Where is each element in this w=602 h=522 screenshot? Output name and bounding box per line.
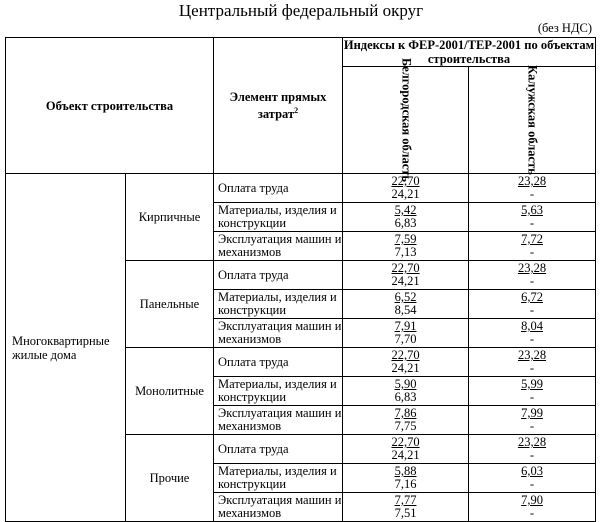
index-value-top: 7,99	[521, 406, 543, 420]
index-value-top: 6,03	[521, 464, 543, 478]
index-value-bottom: -	[529, 419, 535, 433]
region-belgorod-label: Белгородская область	[399, 57, 413, 183]
object-name-cell: Многоквартирные жилые дома	[6, 174, 126, 522]
value-belgorod-cell	[343, 348, 469, 377]
header-element-footnote: 2	[294, 105, 299, 115]
region-kaluga-label: Калужская область	[525, 65, 540, 175]
index-value-top: 7,91	[394, 319, 417, 333]
value-belgorod-cell	[343, 377, 469, 406]
index-value-bottom: 7,13	[394, 245, 417, 259]
index-value-bottom: -	[529, 506, 535, 520]
index-value-bottom: 24,21	[391, 187, 420, 201]
index-value-top: 23,28	[517, 435, 547, 449]
value-kaluga-cell	[469, 232, 596, 261]
element-cell: Материалы, изделия и конструкции	[214, 203, 343, 232]
index-value-bottom: -	[529, 390, 535, 404]
value-kaluga-cell	[469, 377, 596, 406]
element-cell: Оплата труда	[214, 348, 343, 377]
element-cell: Оплата труда	[214, 435, 343, 464]
index-value-bottom: 24,21	[391, 274, 420, 288]
header-element-label: Элемент прямых затрат	[229, 89, 327, 122]
value-kaluga-cell	[469, 203, 596, 232]
value-belgorod-cell	[343, 290, 469, 319]
index-value-bottom: 6,83	[394, 216, 417, 230]
index-value-top: 5,90	[394, 377, 417, 391]
header-row-1	[6, 38, 596, 67]
index-value-top: 7,59	[394, 232, 417, 246]
index-value-top: 22,70	[391, 348, 420, 362]
header-object	[6, 38, 214, 174]
index-value-bottom: -	[529, 216, 535, 230]
header-indices	[343, 38, 596, 67]
index-value-top: 7,77	[394, 493, 417, 507]
value-kaluga-cell	[469, 493, 596, 522]
value-kaluga-cell	[469, 435, 596, 464]
index-value-top: 23,28	[517, 261, 547, 275]
index-value-bottom: -	[529, 303, 535, 317]
value-kaluga-cell	[469, 261, 596, 290]
index-value-top: 23,28	[517, 348, 547, 362]
index-value-top: 6,72	[521, 290, 543, 304]
group-name-cell: Кирпичные	[126, 174, 214, 261]
element-cell: Материалы, изделия и конструкции	[214, 377, 343, 406]
index-value-top: 22,70	[391, 261, 420, 275]
element-cell: Оплата труда	[214, 261, 343, 290]
value-belgorod-cell	[343, 435, 469, 464]
value-belgorod-cell	[343, 261, 469, 290]
value-belgorod-cell	[343, 406, 469, 435]
table-body	[6, 38, 596, 522]
index-value-bottom: -	[529, 477, 535, 491]
index-table	[5, 37, 596, 522]
element-cell: Материалы, изделия и конструкции	[214, 290, 343, 319]
value-belgorod-cell	[343, 493, 469, 522]
value-belgorod-cell	[343, 464, 469, 493]
index-value-top: 7,86	[394, 406, 417, 420]
index-value-bottom: -	[529, 187, 535, 201]
index-value-top: 8,04	[521, 319, 543, 333]
value-kaluga-cell	[469, 290, 596, 319]
index-value-top: 5,63	[521, 203, 543, 217]
index-value-bottom: 7,51	[394, 506, 417, 520]
index-value-top: 5,42	[394, 203, 417, 217]
value-kaluga-cell	[469, 174, 596, 203]
index-value-bottom: 6,83	[394, 390, 417, 404]
index-value-top: 6,52	[394, 290, 417, 304]
index-value-top: 22,70	[391, 174, 420, 188]
index-value-bottom: 7,70	[394, 332, 417, 346]
group-name-cell: Прочие	[126, 435, 214, 522]
element-cell: Эксплуатация машин и механизмов	[214, 406, 343, 435]
index-value-bottom: 7,16	[394, 477, 417, 491]
index-value-top: 23,28	[517, 174, 547, 188]
header-region-kaluga	[469, 67, 596, 174]
index-value-bottom: 7,75	[394, 419, 417, 433]
value-belgorod-cell	[343, 232, 469, 261]
element-cell: Эксплуатация машин и механизмов	[214, 232, 343, 261]
index-value-top: 5,99	[521, 377, 543, 391]
index-value-top: 7,72	[521, 232, 543, 246]
index-value-bottom: -	[529, 361, 535, 375]
page-title: Центральный федеральный округ	[178, 1, 424, 20]
index-value-bottom: 24,21	[391, 361, 420, 375]
index-value-bottom: -	[529, 448, 535, 462]
value-belgorod-cell	[343, 203, 469, 232]
value-kaluga-cell	[469, 464, 596, 493]
element-cell: Эксплуатация машин и механизмов	[214, 319, 343, 348]
index-value-bottom: 24,21	[391, 448, 420, 462]
element-cell: Материалы, изделия и конструкции	[214, 464, 343, 493]
element-cell: Эксплуатация машин и механизмов	[214, 493, 343, 522]
index-value-bottom: -	[529, 245, 535, 259]
index-value-top: 7,90	[521, 493, 543, 507]
group-name-cell: Монолитные	[126, 348, 214, 435]
value-kaluga-cell	[469, 319, 596, 348]
element-cell: Оплата труда	[214, 174, 343, 203]
header-object-label: Объект строительства	[45, 98, 174, 113]
value-kaluga-cell	[469, 406, 596, 435]
vat-note: (без НДС)	[537, 21, 592, 35]
group-name-cell: Панельные	[126, 261, 214, 348]
index-value-bottom: -	[529, 274, 535, 288]
header-indices-label: Индексы к ФЕР-2001/ТЕР-2001 по объектам строительства	[343, 38, 595, 66]
index-value-top: 22,70	[391, 435, 420, 449]
header-element	[214, 38, 343, 174]
index-value-top: 5,88	[394, 464, 417, 478]
value-kaluga-cell	[469, 348, 596, 377]
value-belgorod-cell	[343, 319, 469, 348]
index-value-bottom: -	[529, 332, 535, 346]
table-row	[6, 174, 596, 203]
index-value-bottom: 8,54	[394, 303, 417, 317]
